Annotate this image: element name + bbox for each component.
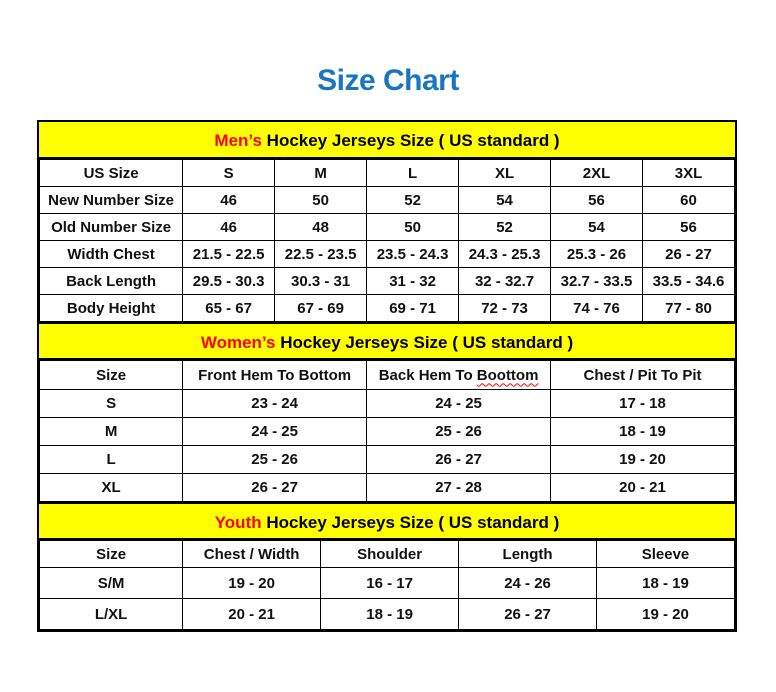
- mens-table-row: [40, 241, 735, 268]
- mens-size-value: 29.5 - 30.3: [183, 268, 275, 295]
- mens-table-row: [40, 214, 735, 241]
- womens-column-header: Front Hem To Bottom: [183, 361, 367, 390]
- youth-row-label: S/M: [40, 568, 183, 599]
- mens-size-value: 23.5 - 24.3: [367, 241, 459, 268]
- mens-size-value: 56: [551, 187, 643, 214]
- womens-header-row: [40, 361, 735, 390]
- mens-table-row: [40, 295, 735, 322]
- mens-column-header: M: [275, 160, 367, 187]
- womens-band-accent: Women’s: [200, 333, 276, 352]
- womens-column-header: [367, 361, 551, 390]
- youth-size-value: 19 - 20: [597, 599, 735, 630]
- womens-band-text: Hockey Jerseys Size ( US standard ): [275, 333, 574, 352]
- womens-row-label: XL: [40, 474, 183, 502]
- youth-size-table: [39, 540, 735, 630]
- womens-size-value: 24 - 25: [183, 418, 367, 446]
- mens-size-value: 22.5 - 23.5: [275, 241, 367, 268]
- youth-column-header: Chest / Width: [183, 541, 321, 568]
- mens-size-value: 67 - 69: [275, 295, 367, 322]
- youth-size-value: 16 - 17: [321, 568, 459, 599]
- mens-table-row: [40, 268, 735, 295]
- mens-size-value: 24.3 - 25.3: [459, 241, 551, 268]
- mens-table-row: [40, 187, 735, 214]
- mens-size-value: 46: [183, 187, 275, 214]
- womens-size-value: 20 - 21: [551, 474, 735, 502]
- mens-size-value: 77 - 80: [643, 295, 735, 322]
- youth-column-header: Sleeve: [597, 541, 735, 568]
- mens-column-header: 3XL: [643, 160, 735, 187]
- mens-size-value: 21.5 - 22.5: [183, 241, 275, 268]
- mens-size-value: 74 - 76: [551, 295, 643, 322]
- mens-size-value: 50: [367, 214, 459, 241]
- youth-size-value: 18 - 19: [321, 599, 459, 630]
- womens-size-value: 17 - 18: [551, 390, 735, 418]
- mens-row-label: Back Length: [40, 268, 183, 295]
- mens-size-value: 52: [459, 214, 551, 241]
- youth-row-label: L/XL: [40, 599, 183, 630]
- mens-size-value: 56: [643, 214, 735, 241]
- mens-column-header: L: [367, 160, 459, 187]
- mens-section-band: [39, 122, 735, 159]
- youth-column-header: Size: [40, 541, 183, 568]
- mens-size-table: [39, 159, 735, 322]
- mens-column-header: XL: [459, 160, 551, 187]
- womens-section-band: [39, 322, 735, 360]
- youth-column-header: Shoulder: [321, 541, 459, 568]
- womens-size-value: 27 - 28: [367, 474, 551, 502]
- mens-size-value: 32.7 - 33.5: [551, 268, 643, 295]
- womens-size-value: 19 - 20: [551, 446, 735, 474]
- womens-row-label: S: [40, 390, 183, 418]
- page-title: Size Chart: [317, 64, 459, 97]
- womens-column-header: Chest / Pit To Pit: [551, 361, 735, 390]
- mens-size-value: 54: [459, 187, 551, 214]
- womens-size-value: 26 - 27: [367, 446, 551, 474]
- mens-size-value: 48: [275, 214, 367, 241]
- youth-band-text: Hockey Jerseys Size ( US standard ): [261, 513, 560, 532]
- mens-size-value: 30.3 - 31: [275, 268, 367, 295]
- mens-size-value: 46: [183, 214, 275, 241]
- mens-size-value: 60: [643, 187, 735, 214]
- youth-table-row: [40, 599, 735, 630]
- mens-row-label: Width Chest: [40, 241, 183, 268]
- womens-size-value: 25 - 26: [367, 418, 551, 446]
- mens-size-value: 65 - 67: [183, 295, 275, 322]
- womens-column-header-text: Back Hem To: [378, 366, 477, 384]
- womens-table-row: [40, 474, 735, 502]
- mens-size-value: 52: [367, 187, 459, 214]
- youth-band-accent: Youth: [214, 513, 262, 532]
- youth-column-header: Length: [459, 541, 597, 568]
- mens-size-value: 69 - 71: [367, 295, 459, 322]
- mens-column-header: S: [183, 160, 275, 187]
- youth-section-band: [39, 502, 735, 540]
- womens-size-table: [39, 360, 735, 502]
- mens-row-label: Old Number Size: [40, 214, 183, 241]
- womens-row-label: L: [40, 446, 183, 474]
- womens-size-value: 23 - 24: [183, 390, 367, 418]
- mens-size-value: 26 - 27: [643, 241, 735, 268]
- mens-column-header: US Size: [40, 160, 183, 187]
- mens-row-label: Body Height: [40, 295, 183, 322]
- size-chart: [37, 120, 737, 632]
- mens-size-value: 31 - 32: [367, 268, 459, 295]
- mens-header-row: [40, 160, 735, 187]
- womens-size-value: 26 - 27: [183, 474, 367, 502]
- mens-size-value: 32 - 32.7: [459, 268, 551, 295]
- womens-column-header: Size: [40, 361, 183, 390]
- mens-size-value: 50: [275, 187, 367, 214]
- youth-table-row: [40, 568, 735, 599]
- womens-table-row: [40, 446, 735, 474]
- mens-size-value: 54: [551, 214, 643, 241]
- womens-table-row: [40, 390, 735, 418]
- mens-size-value: 25.3 - 26: [551, 241, 643, 268]
- womens-size-value: 25 - 26: [183, 446, 367, 474]
- mens-band-accent: Men’s: [214, 131, 262, 150]
- womens-table-row: [40, 418, 735, 446]
- mens-size-value: 33.5 - 34.6: [643, 268, 735, 295]
- womens-size-value: 18 - 19: [551, 418, 735, 446]
- youth-size-value: 20 - 21: [183, 599, 321, 630]
- womens-row-label: M: [40, 418, 183, 446]
- mens-size-value: 72 - 73: [459, 295, 551, 322]
- mens-band-text: Hockey Jerseys Size ( US standard ): [261, 131, 560, 150]
- mens-column-header: 2XL: [551, 160, 643, 187]
- youth-header-row: [40, 541, 735, 568]
- youth-size-value: 19 - 20: [183, 568, 321, 599]
- youth-size-value: 24 - 26: [459, 568, 597, 599]
- misspelled-word: Boottom: [476, 366, 539, 384]
- womens-size-value: 24 - 25: [367, 390, 551, 418]
- youth-size-value: 18 - 19: [597, 568, 735, 599]
- mens-row-label: New Number Size: [40, 187, 183, 214]
- youth-size-value: 26 - 27: [459, 599, 597, 630]
